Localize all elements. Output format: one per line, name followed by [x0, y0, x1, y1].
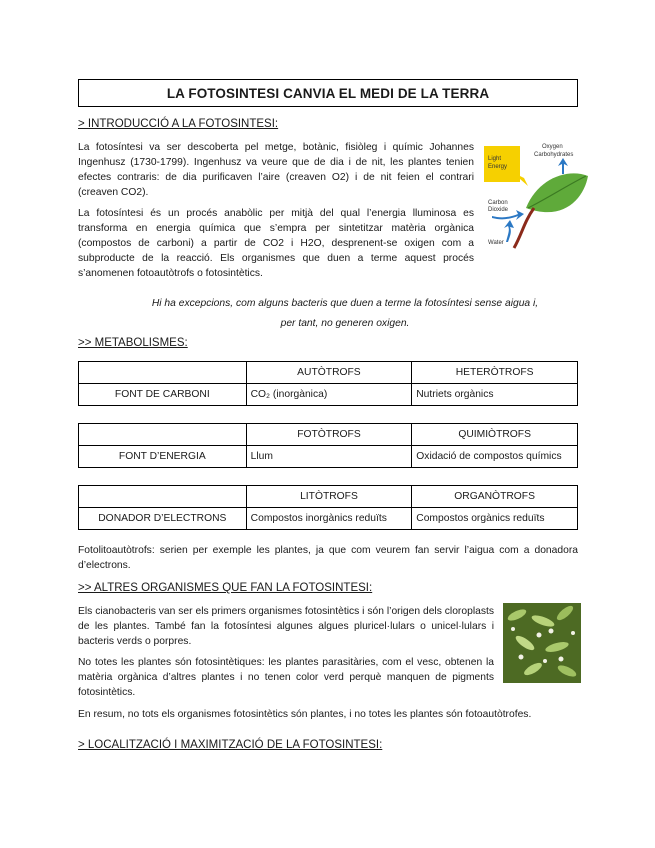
- table-cell: CO₂ (inorgànica): [246, 384, 412, 406]
- metabolism-heading: >> METABOLISMES:: [78, 337, 188, 349]
- oxygen-arrow-icon: [558, 158, 568, 174]
- water-label: Water: [488, 240, 504, 246]
- others-paragraph-2: No totes les plantes són fotosintètiques: les plantes parasitàries, com el vesc, obtenen la matèria orgànica d’altres plantes i no tenen color verd perquè manquen de pigments fotosintètics.: [78, 657, 494, 698]
- row-label: DONADOR D’ELECTRONS: [79, 508, 247, 530]
- table-cell: Oxidació de compostos químics: [412, 446, 578, 468]
- table-header-empty: [79, 362, 247, 384]
- table-cell: Compostos orgànics reduïts: [412, 508, 578, 530]
- table-header: QUIMIÒTROFS: [412, 424, 578, 446]
- electron-donor-table: [78, 485, 578, 530]
- intro-heading: > INTRODUCCIÓ A LA FOTOSINTESI:: [78, 118, 279, 130]
- table-cell: Compostos inorgànics reduïts: [246, 508, 412, 530]
- exception-note: Hi ha excepcions, com alguns bacteris que duen a terme la fotosíntesi sense aigua i, per tant, no generen oxigen.: [151, 298, 539, 329]
- dioxide-label: Dioxide: [488, 207, 509, 213]
- intro-paragraph-1: La fotosíntesi va ser descoberta pel metge, botànic, fisiòleg i químic Johannes Ingenhusz (1730-1799). Ingenhusz va veure que de dia i de nit, les plantes tenien efectes contraris: de dia purificaven l’aire (creaven O2) i de nit feien el contrari (creaven CO2).: [78, 142, 474, 198]
- intro-paragraph-2: La fotosíntesi és un procés anabòlic per mitjà del qual l’energia lluminosa es transforma en energia química que s’empra per sintetitzar matèria orgànica (compostos de carboni) a partir de CO2 i H2O, desprenent-se oxigen com a subproducte de la reacció. Els organismes que duen a terme aquest procés s’anomenen fotoautòtrofs o fotosintètics.: [78, 208, 474, 279]
- energy-source-table: [78, 423, 578, 468]
- page-title: LA FOTOSINTESI CANVIA EL MEDI DE LA TERRA: [78, 79, 578, 107]
- row-label: FONT D’ENERGIA: [79, 446, 247, 468]
- water-arrow-icon: [504, 220, 514, 242]
- table-cell: Nutriets orgànics: [412, 384, 578, 406]
- row-label: FONT DE CARBONI: [79, 384, 247, 406]
- carbon-label: Carbon: [488, 200, 508, 206]
- table-header: FOTÒTROFS: [246, 424, 412, 446]
- others-heading: >> ALTRES ORGANISMES QUE FAN LA FOTOSINTESI:: [78, 582, 373, 594]
- localization-heading: > LOCALITZACIÓ I MAXIMITZACIÓ DE LA FOTOSINTESI:: [78, 739, 383, 751]
- fotolito-paragraph: Fotolitoautòtrofs: serien per exemple les plantes, ja que com veurem fan servir l’aigua com a donadora d’electrons.: [78, 545, 578, 571]
- table-cell: Llum: [246, 446, 412, 468]
- carbohydrates-label: Carbohydrates: [534, 152, 574, 158]
- table-header: ORGANÒTROFS: [412, 486, 578, 508]
- table-header: AUTÒTROFS: [246, 362, 412, 384]
- energy-label: Energy: [488, 164, 508, 170]
- table-header: HETERÒTROFS: [412, 362, 578, 384]
- others-paragraph-1: Els cianobacteris van ser els primers organismes fotosintètics i són l’origen dels cloroplasts de les plantes. També fan la fotosíntesi algunes algues pluricel·lulars o unicel·lulars i bacteris verds o porpres.: [78, 606, 494, 647]
- table-header-empty: [79, 486, 247, 508]
- mistletoe-photo: [503, 603, 581, 683]
- table-header: LITÒTROFS: [246, 486, 412, 508]
- light-label: Light: [488, 156, 502, 162]
- others-paragraph-3: En resum, no tots els organismes fotosintètics són plantes, i no totes les plantes són fotoautòtrofes.: [78, 709, 532, 720]
- photosynthesis-diagram: [478, 138, 590, 256]
- carbon-source-table: [78, 361, 578, 406]
- table-header-empty: [79, 424, 247, 446]
- oxygen-label: Oxygen: [542, 144, 563, 150]
